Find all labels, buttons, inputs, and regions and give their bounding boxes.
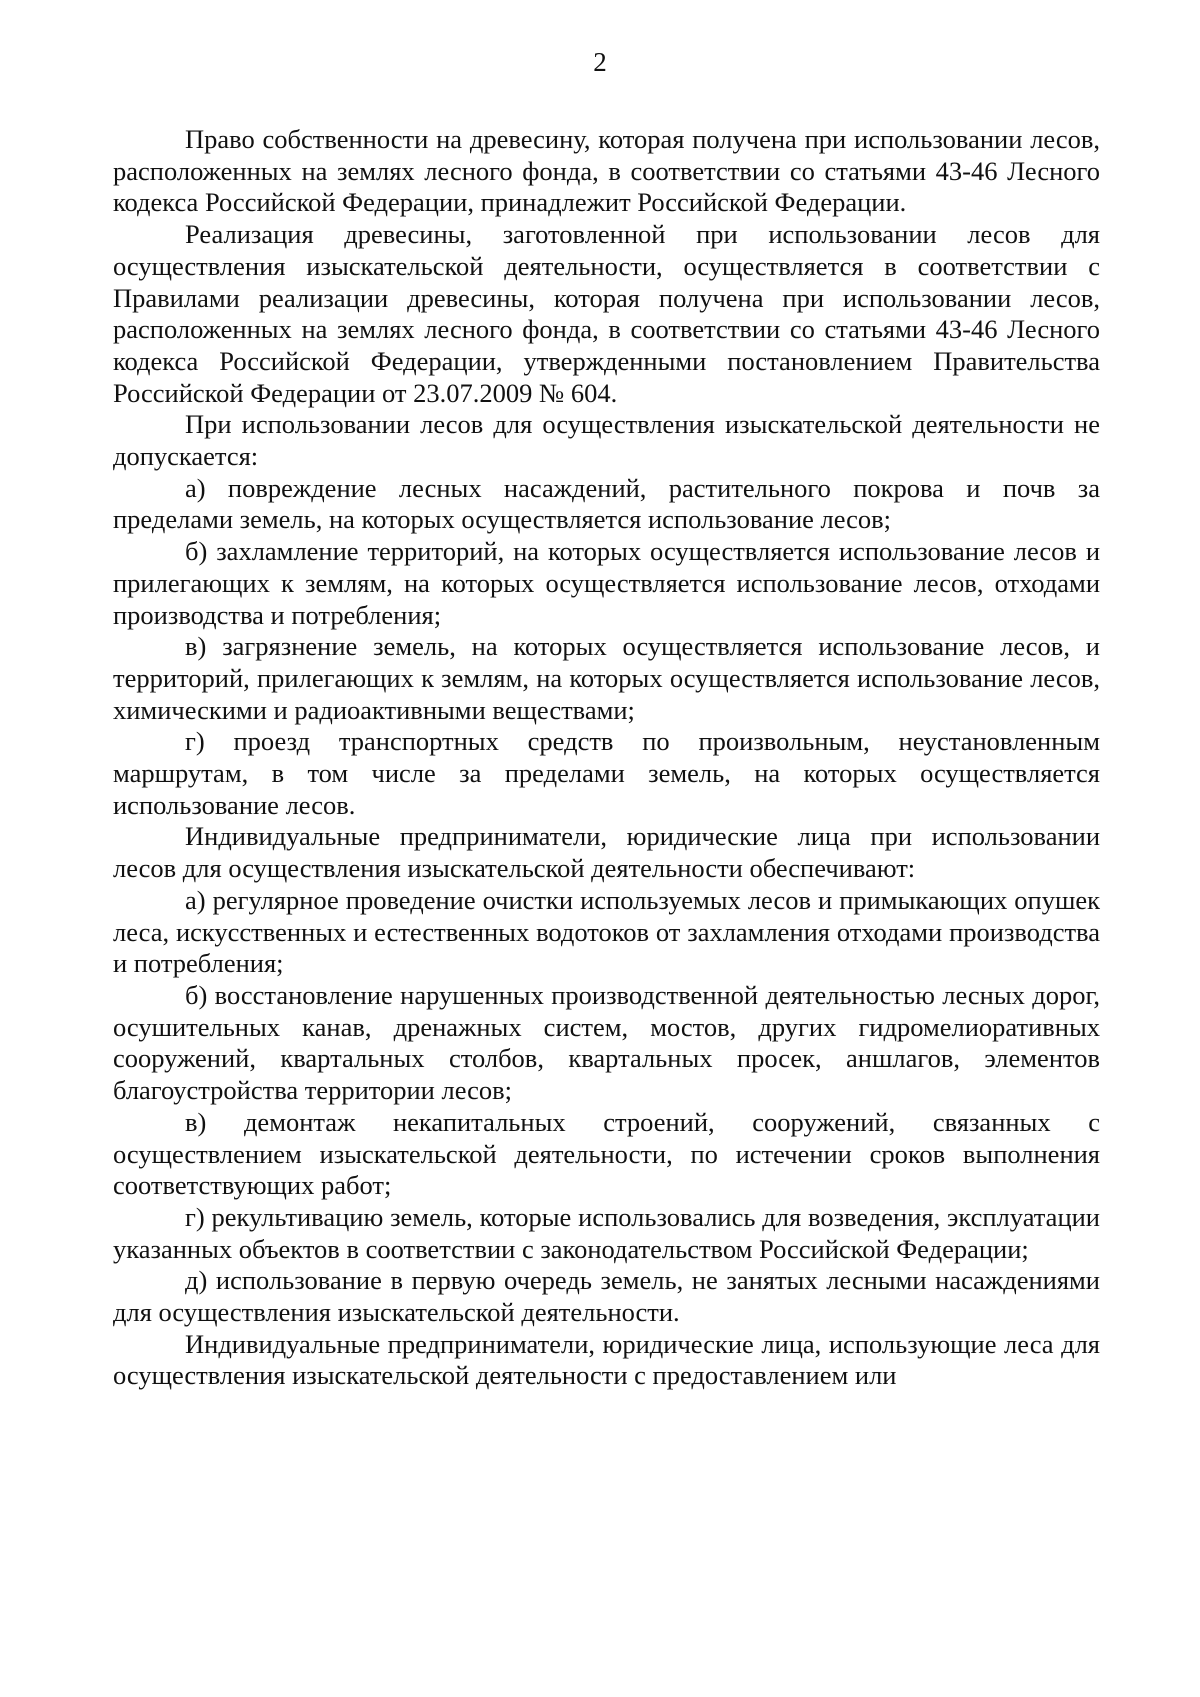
paragraph-obligation-v: в) демонтаж некапитальных строений, сооружений, связанных с осуществлением изыскательской деятельности, по истечении сроков выполнения соответствующих работ;	[113, 1106, 1100, 1201]
paragraph-continuation: Индивидуальные предприниматели, юридические лица, использующие леса для осуществления изыскательской деятельности с предоставлением или	[113, 1328, 1100, 1391]
paragraph-obligation-g: г) рекультивацию земель, которые использовались для возведения, эксплуатации указанных объектов в соответствии с законодательством Российской Федерации;	[113, 1201, 1100, 1264]
document-body	[113, 124, 1100, 1392]
paragraph-prohibition-a: а) повреждение лесных насаждений, растительного покрова и почв за пределами земель, на которых осуществляется использование лесов;	[113, 472, 1100, 535]
paragraph-ownership: Право собственности на древесину, которая получена при использовании лесов, расположенных на землях лесного фонда, в соответствии со статьями 43-46 Лесного кодекса Российской Федерации, принадлежит Российской Федерации.	[113, 124, 1100, 218]
paragraph-obligation-d: д) использование в первую очередь земель, не занятых лесными насаждениями для осуществления изыскательской деятельности.	[113, 1265, 1100, 1328]
paragraph-prohibition-b: б) захламление территорий, на которых осуществляется использование лесов и прилегающих к землям, на которых осуществляется использование лесов, отходами производства и потребления;	[113, 536, 1100, 630]
paragraph-obligation-a: а) регулярное проведение очистки используемых лесов и примыкающих опушек леса, искусственных и естественных водотоков от захламления отходами производства и потребления;	[113, 884, 1100, 979]
paragraph-prohibitions-intro: При использовании лесов для осуществления изыскательской деятельности не допускается:	[113, 409, 1100, 472]
page-number: 2	[593, 47, 607, 77]
paragraph-prohibition-g: г) проезд транспортных средств по произвольным, неустановленным маршрутам, в том числе за пределами земель, на которых осуществляется использование лесов.	[113, 726, 1100, 820]
paragraph-prohibition-v: в) загрязнение земель, на которых осуществляется использование лесов, и территорий, прилегающих к землям, на которых осуществляется использование лесов, химическими и радиоактивными веществами;	[113, 631, 1100, 725]
paragraph-obligation-b: б) восстановление нарушенных производственной деятельностью лесных дорог, осушительных канав, дренажных систем, мостов, других гидромелиоративных сооружений, квартальных столбов, квартальных просек, аншлагов, элементов благоустройства территории лесов;	[113, 979, 1100, 1106]
paragraph-timber-sale: Реализация древесины, заготовленной при использовании лесов для осуществления изыскательской деятельности, осуществляется в соответствии с Правилами реализации древесины, которая получена при использовании лесов, расположенных на землях лесного фонда, в соответствии со статьями 43-46 Лесного кодекса Российской Федерации, утвержденными постановлением Правительства Российской Федерации от 23.07.2009 № 604.	[113, 219, 1100, 408]
paragraph-obligations-intro: Индивидуальные предприниматели, юридические лица при использовании лесов для осуществления изыскательской деятельности обеспечивают:	[113, 821, 1100, 884]
